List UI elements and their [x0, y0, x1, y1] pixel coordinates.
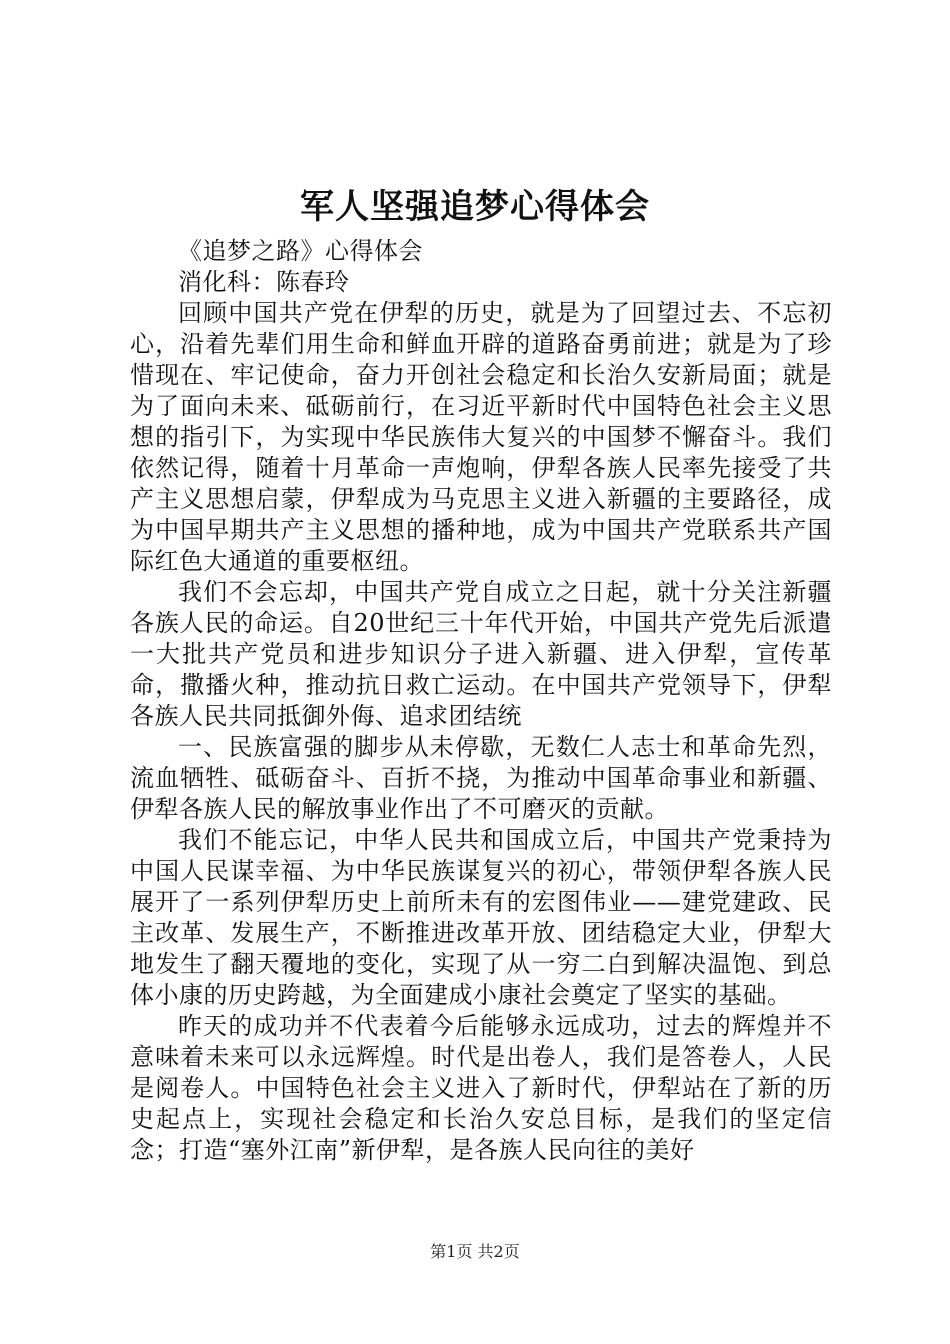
body-paragraph: 我们不能忘记，中华人民共和国成立后，中国共产党秉持为中国人民谋幸福、为中华民族谋复兴的初心，带领伊犁各族人民展开了一系列伊犁历史上前所未有的宏图伟业——建党建政、民主改革、发展生产，不断推进改革开放、团结稳定大业，伊犁大地发生了翻天覆地的变化，实现了从一穷二白到解决温饱、到总体小康的历史跨越，为全面建成小康社会奠定了坚实的基础。: [130, 826, 832, 1009]
document-body: [130, 236, 832, 1166]
subtitle-paragraph: 《追梦之路》心得体会: [178, 237, 423, 265]
body-paragraph: 一、民族富强的脚步从未停歇，无数仁人志士和革命先烈，流血牺牲、砥砺奋斗、百折不挠，为推动中国革命事业和新疆、伊犁各族人民的解放事业作出了不可磨灭的贡献。: [130, 733, 832, 823]
document-title: 军人坚强追梦心得体会: [300, 187, 650, 227]
author-paragraph: 消化科：陈春玲: [178, 268, 350, 296]
body-paragraph: 昨天的成功并不代表着今后能够永远成功，过去的辉煌并不意味着未来可以永远辉煌。时代是出卷人，我们是答卷人，人民是阅卷人。中国特色社会主义进入了新时代，伊犁站在了新的历史起点上，实现社会稳定和长治久安总目标，是我们的坚定信念；打造“塞外江南”新伊犁，是各族人民向往的美好: [130, 1012, 832, 1164]
page-number-footer: 第1页 共2页: [430, 1242, 520, 1261]
body-paragraph: 回顾中国共产党在伊犁的历史，就是为了回望过去、不忘初心，沿着先辈们用生命和鲜血开辟的道路奋勇前进；就是为了珍惜现在、牢记使命，奋力开创社会稳定和长治久安新局面；就是为了面向未来、砥砺前行，在习近平新时代中国特色社会主义思想的指引下，为实现中华民族伟大复兴的中国梦不懈奋斗。我们依然记得，随着十月革命一声炮响，伊犁各族人民率先接受了共产主义思想启蒙，伊犁成为马克思主义进入新疆的主要路径，成为中国早期共产主义思想的播种地，成为中国共产党联系共产国际红色大通道的重要枢纽。: [130, 299, 832, 575]
body-paragraph: 我们不会忘却，中国共产党自成立之日起，就十分关注新疆各族人民的命运。自20世纪三十年代开始，中国共产党先后派遣一大批共产党员和进步知识分子进入新疆、进入伊犁，宣传革命，撒播火种，推动抗日救亡运动。在中国共产党领导下，伊犁各族人民共同抵御外侮、追求团结统: [130, 578, 832, 730]
